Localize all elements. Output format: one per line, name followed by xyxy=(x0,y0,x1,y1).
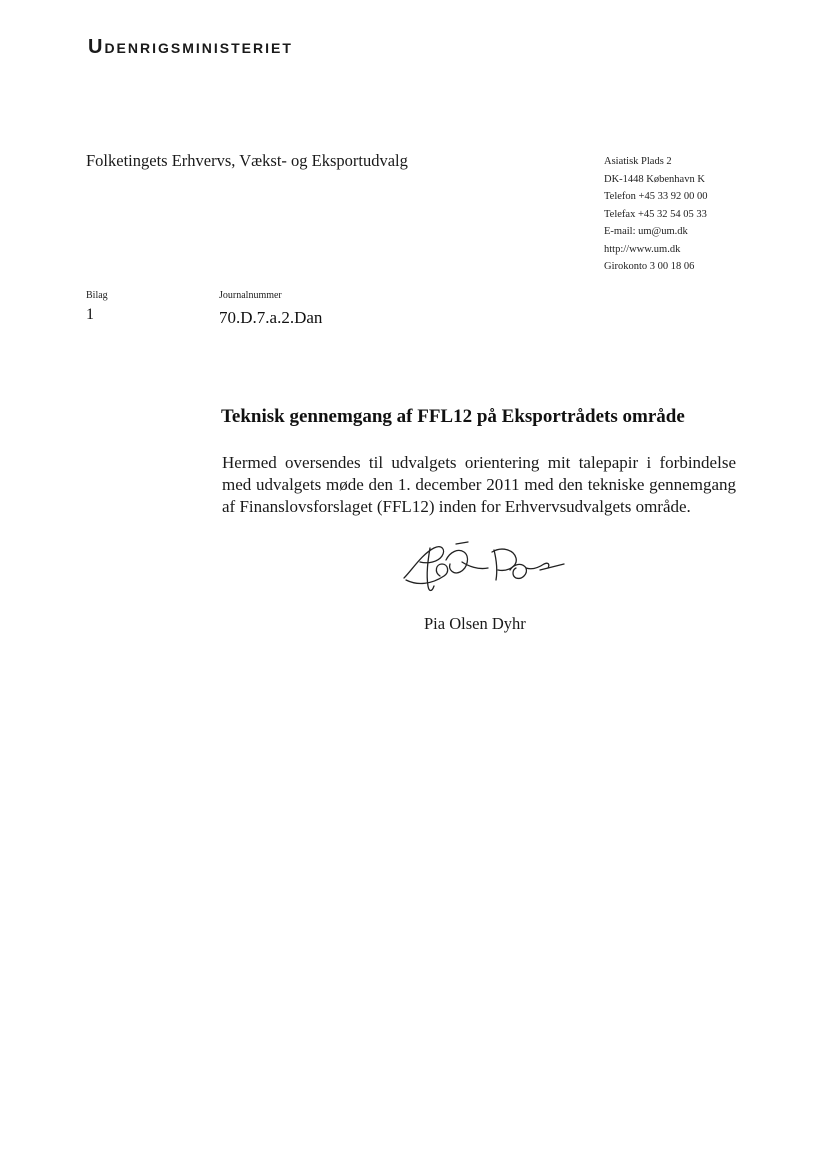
bilag-label: Bilag xyxy=(86,290,108,301)
recipient: Folketingets Erhvervs, Vækst- og Eksportudvalg xyxy=(86,151,408,170)
journal-number-label: Journalnummer xyxy=(219,290,282,301)
address-web: http://www.um.dk xyxy=(604,243,681,255)
journal-number-value: 70.D.7.a.2.Dan xyxy=(219,308,323,327)
letterhead-ministry-name: Udenrigsministeriet xyxy=(88,36,293,58)
address-email: E-mail: um@um.dk xyxy=(604,226,688,237)
signer-name: Pia Olsen Dyhr xyxy=(424,614,526,633)
address-phone: Telefon +45 33 92 00 00 xyxy=(604,191,708,202)
address-giro: Girokonto 3 00 18 06 xyxy=(604,261,695,272)
handwritten-signature xyxy=(398,540,573,602)
letter-body: Hermed oversendes til udvalgets orientering mit talepapir i forbindelse med udvalgets møde den 1. december 2011 med den tekniske gennemgang af Finanslovsforslaget (FFL12) inden for Erhvervsudvalgets område. xyxy=(222,453,736,516)
sender-address-block xyxy=(604,153,707,276)
address-postal: DK-1448 København K xyxy=(604,173,705,185)
letter-subject: Teknisk gennemgang af FFL12 på Eksportrådets område xyxy=(221,406,685,427)
address-street: Asiatisk Plads 2 xyxy=(604,156,672,167)
bilag-value: 1 xyxy=(86,306,94,323)
address-fax: Telefax +45 32 54 05 33 xyxy=(604,208,707,220)
